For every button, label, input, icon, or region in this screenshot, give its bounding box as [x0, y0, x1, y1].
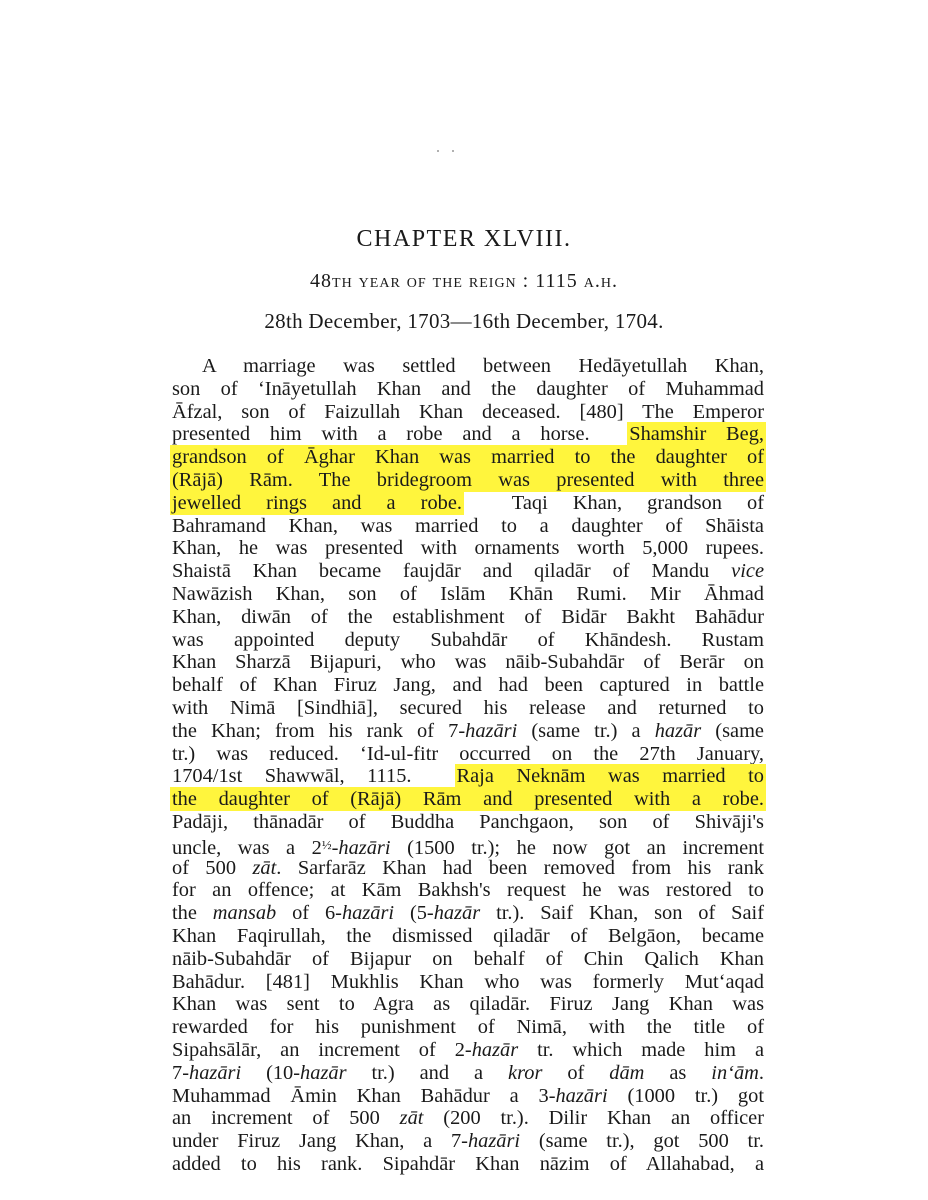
- text-line: Āfzal, son of Faizullah Khan deceased. [480] The Emperor: [172, 400, 764, 423]
- text-line: added to his rank. Sipahdār Khan nāzim of Allahabad, a: [172, 1152, 764, 1175]
- text-line: Sipahsālār, an increment of 2-hazār tr. which made him a: [172, 1038, 764, 1061]
- text-line: the mansab of 6-hazāri (5-hazār tr.). Saif Khan, son of Saif: [172, 902, 765, 925]
- text-line: Bahramand Khan, was married to a daughter of Shāista: [172, 514, 764, 537]
- highlighted-passage: (Rājā) Rām. The bridegroom was presented with three: [172, 468, 764, 491]
- chapter-body: [172, 355, 764, 1176]
- text-line: Padāji, thānadār of Buddha Panchgaon, son of Shivāji's: [172, 810, 764, 833]
- text-line: for an offence; at Kām Bakhsh's request he was restored to: [172, 879, 764, 902]
- text-line: was appointed deputy Subahdār of Khāndesh. Rustam: [172, 628, 764, 651]
- text-line: with Nimā [Sindhiā], secured his release and returned to: [172, 696, 764, 719]
- text-line: Khan was sent to Agra as qiladār. Firuz Jang Khan was: [172, 993, 764, 1016]
- text-line: Khan, diwān of the establishment of Bidār Bakht Bahādur: [172, 605, 764, 628]
- highlighted-passage: Raja Neknām was married to: [456, 765, 764, 788]
- text-line: behalf of Khan Firuz Jang, and had been captured in battle: [172, 674, 764, 697]
- text-line: Khan, he was presented with ornaments worth 5,000 rupees.: [172, 537, 764, 560]
- text-line: Bahādur. [481] Mukhlis Khan who was formerly Mut‘aqad: [172, 970, 764, 993]
- text-line: jewelled rings and a robe. Taqi Khan, grandson of: [172, 491, 764, 514]
- reign-year-heading: 48th year of the reign : 1115 a.h.: [310, 270, 618, 292]
- text-line: Khan Sharzā Bijapuri, who was nāib-Subahdār of Berār on: [172, 651, 764, 674]
- highlighted-passage: jewelled rings and a robe.: [172, 491, 462, 514]
- text-line: [172, 469, 764, 492]
- highlighted-passage: Shamshir Beg,: [629, 423, 764, 446]
- text-line: Khan Faqirullah, the dismissed qiladār of Belgāon, became: [172, 924, 764, 947]
- page-speck: [452, 150, 454, 152]
- text-line: A marriage was settled between Hedāyetullah Khan,: [202, 355, 764, 377]
- text-line: the Khan; from his rank of 7-hazāri (same tr.) a hazār (same: [172, 719, 764, 742]
- text-line: tr.) was reduced. ‘Id-ul-fitr occurred on the 27th January,: [172, 742, 764, 765]
- text-line: presented him with a robe and a horse. Shamshir Beg,: [172, 423, 764, 446]
- text-line: [172, 788, 764, 811]
- highlighted-passage: grandson of Āghar Khan was married to the daughter of: [172, 446, 764, 469]
- text-line: rewarded for his punishment of Nimā, with the title of: [172, 1016, 764, 1039]
- page-speck: [437, 150, 439, 152]
- text-line: Nawāzish Khan, son of Islām Khān Rumi. Mir Āhmad: [172, 582, 764, 605]
- text-line: 1704/1st Shawwāl, 1115. Raja Neknām was married to: [172, 765, 764, 788]
- text-line: Shaistā Khan became faujdār and qiladār of Mandu vice: [172, 560, 764, 583]
- text-line: 7-hazāri (10-hazār tr.) and a kror of dām as in‘ām.: [172, 1061, 764, 1084]
- highlighted-passage: the daughter of (Rājā) Rām and presented with a robe.: [172, 788, 764, 811]
- text-line: of 500 zāt. Sarfarāz Khan had been removed from his rank: [172, 856, 764, 879]
- text-line: son of ‘Ināyetullah Khan and the daughter of Muhammad: [172, 377, 764, 400]
- date-range: 28th December, 1703—16th December, 1704.: [264, 309, 664, 333]
- text-line: under Firuz Jang Khan, a 7-hazāri (same tr.), got 500 tr.: [172, 1130, 764, 1153]
- text-line: an increment of 500 zāt (200 tr.). Dilir Khan an officer: [172, 1107, 764, 1130]
- text-line: [172, 446, 764, 469]
- text-line: uncle, was a $2^{\frac{1}{2}}$-hazāri (1500 tr.); he now got an increment: [172, 836, 764, 859]
- text-line: Muhammad Āmin Khan Bahādur a 3-hazāri (1000 tr.) got: [172, 1084, 764, 1107]
- chapter-title: CHAPTER XLVIII.: [356, 226, 572, 252]
- text-line: nāib-Subahdār of Bijapur on behalf of Chin Qalich Khan: [172, 947, 764, 970]
